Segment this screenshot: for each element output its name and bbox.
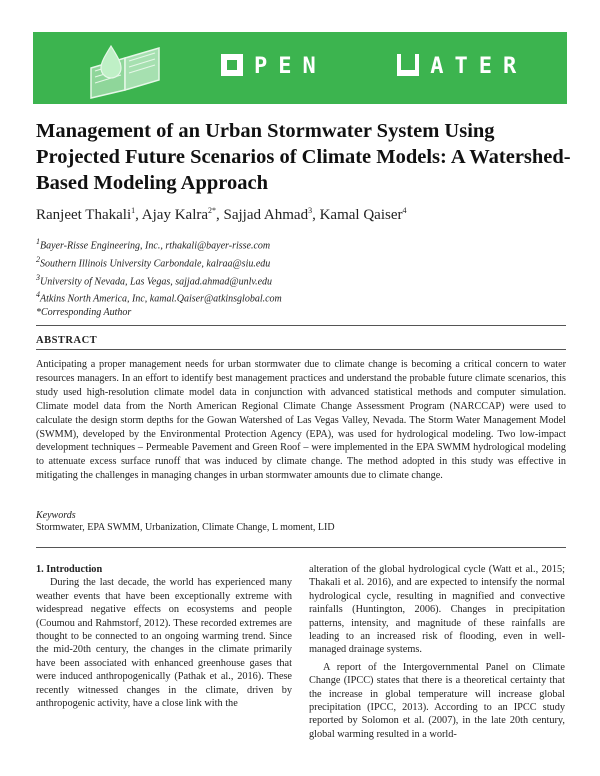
author-name: Ajay Kalra xyxy=(141,207,209,223)
corresponding-author-note: *Corresponding Author xyxy=(36,307,132,319)
divider xyxy=(36,349,566,350)
book-water-drop-icon xyxy=(81,38,171,102)
body-paragraph: During the last decade, the world has experienced many weather events that have been exceptionally extreme with widespread negative effects on ecosystems and people (Coumou and Rahmstorf, 2012). These recorded extremes are thought to be connected to an ongoing warming trend. Since the mid-20th century, the changes in the climate primarily have been associated with enhanced greenhouse gases that were induced anthropogenically (Pathak et al., 2016). These recently witnessed changes in the climate, driven by anthropogenic activity, have a close link with the xyxy=(36,577,292,710)
right-column xyxy=(309,563,565,741)
divider xyxy=(36,325,566,326)
journal-banner xyxy=(33,32,567,104)
letter-w-mark xyxy=(397,54,419,76)
author-name: Kamal Qaiser xyxy=(319,207,403,223)
body-paragraph: A report of the Intergovernmental Panel on Climate Change (IPCC) states that there is a theoretical certainty that the increase in global temperature will increase global precipitation (IPCC, 2013). According to an IPCC study reported by Solomon et al. (2007), in the late 20th century, global warming resulted in a world- xyxy=(309,661,565,740)
author-name: Ranjeet Thakali xyxy=(36,207,132,223)
letter-o-mark xyxy=(221,54,243,76)
paper-title: Management of an Urban Stormwater System Using Projected Future Scenarios of Climate Models: A Watershed-Based Modeling Approach xyxy=(36,120,571,194)
affiliation: $^4$Atkins North America, Inc, kamal.Qaiser@atkinsglobal.com xyxy=(36,290,282,305)
abstract-text: Anticipating a proper management needs for urban stormwater due to climate change is becoming a critical concern to water resources managers. In an effort to identify best management practices and understand the probable future climate scenarios, this study used high-resolution climate model data in conjunction with advanced statistical methods and computer simulation. Climate model data from the North American Regional Climate Change Assessment Program (NARCCAP) were used to calculate the design storm depths for the Gowan Watershed of Las Vegas Valley, Nevada. The Storm Water Management Model (SWMM), developed by the Environmental Protection Agency (EPA), was used for hydrological modeling. Two low-impact development techniques – Permeable Pavement and Green Roof – were implemented in the EPA SWMM hydrological modeling to attenuate excess surface runoff that was induced by climate change. The method adopted in this study was effective in mitigating the challenges in managing changes in urban stormwater amounts due to climate change. xyxy=(36,359,566,482)
divider xyxy=(36,547,566,548)
abstract-heading: ABSTRACT xyxy=(36,335,98,346)
keywords-text: Stormwater, EPA SWMM, Urbanization, Climate Change, L moment, LID xyxy=(36,522,335,533)
affiliation: $^1$Bayer-Risse Engineering, Inc., rthakali@bayer-risse.com xyxy=(36,237,271,252)
journal-name: PEN ATER xyxy=(221,54,527,79)
affiliation: $^3$University of Nevada, Las Vegas, sajjad.ahmad@unlv.edu xyxy=(36,272,273,287)
affiliation: $^2$Southern Illinois University Carbondale, kalraa@siu.edu xyxy=(36,254,271,270)
author-list: Ranjeet Thakali$^1$, Ajay Kalra$^{2*}$, Sajjad Ahmad$^3$, Kamal Qaiser$^4$ xyxy=(36,206,407,223)
author-name: Sajjad Ahmad xyxy=(223,207,309,223)
section-heading: 1. Introduction xyxy=(36,564,103,575)
left-column xyxy=(36,563,292,710)
keywords-heading: Keywords xyxy=(36,510,76,521)
affiliation-list xyxy=(36,235,282,320)
body-paragraph: alteration of the global hydrological cycle (Watt et al., 2015; Thakali et al. 2016), and are expected to intensify the normal hydrological cycle, resulting in magnified and convective rainfalls (Huntington, 2006). Changes in precipitation patterns, intensity, and magnitude of these rainfalls are leading to an increased risk of flooding, even in well-managed drainage systems. xyxy=(309,564,565,656)
